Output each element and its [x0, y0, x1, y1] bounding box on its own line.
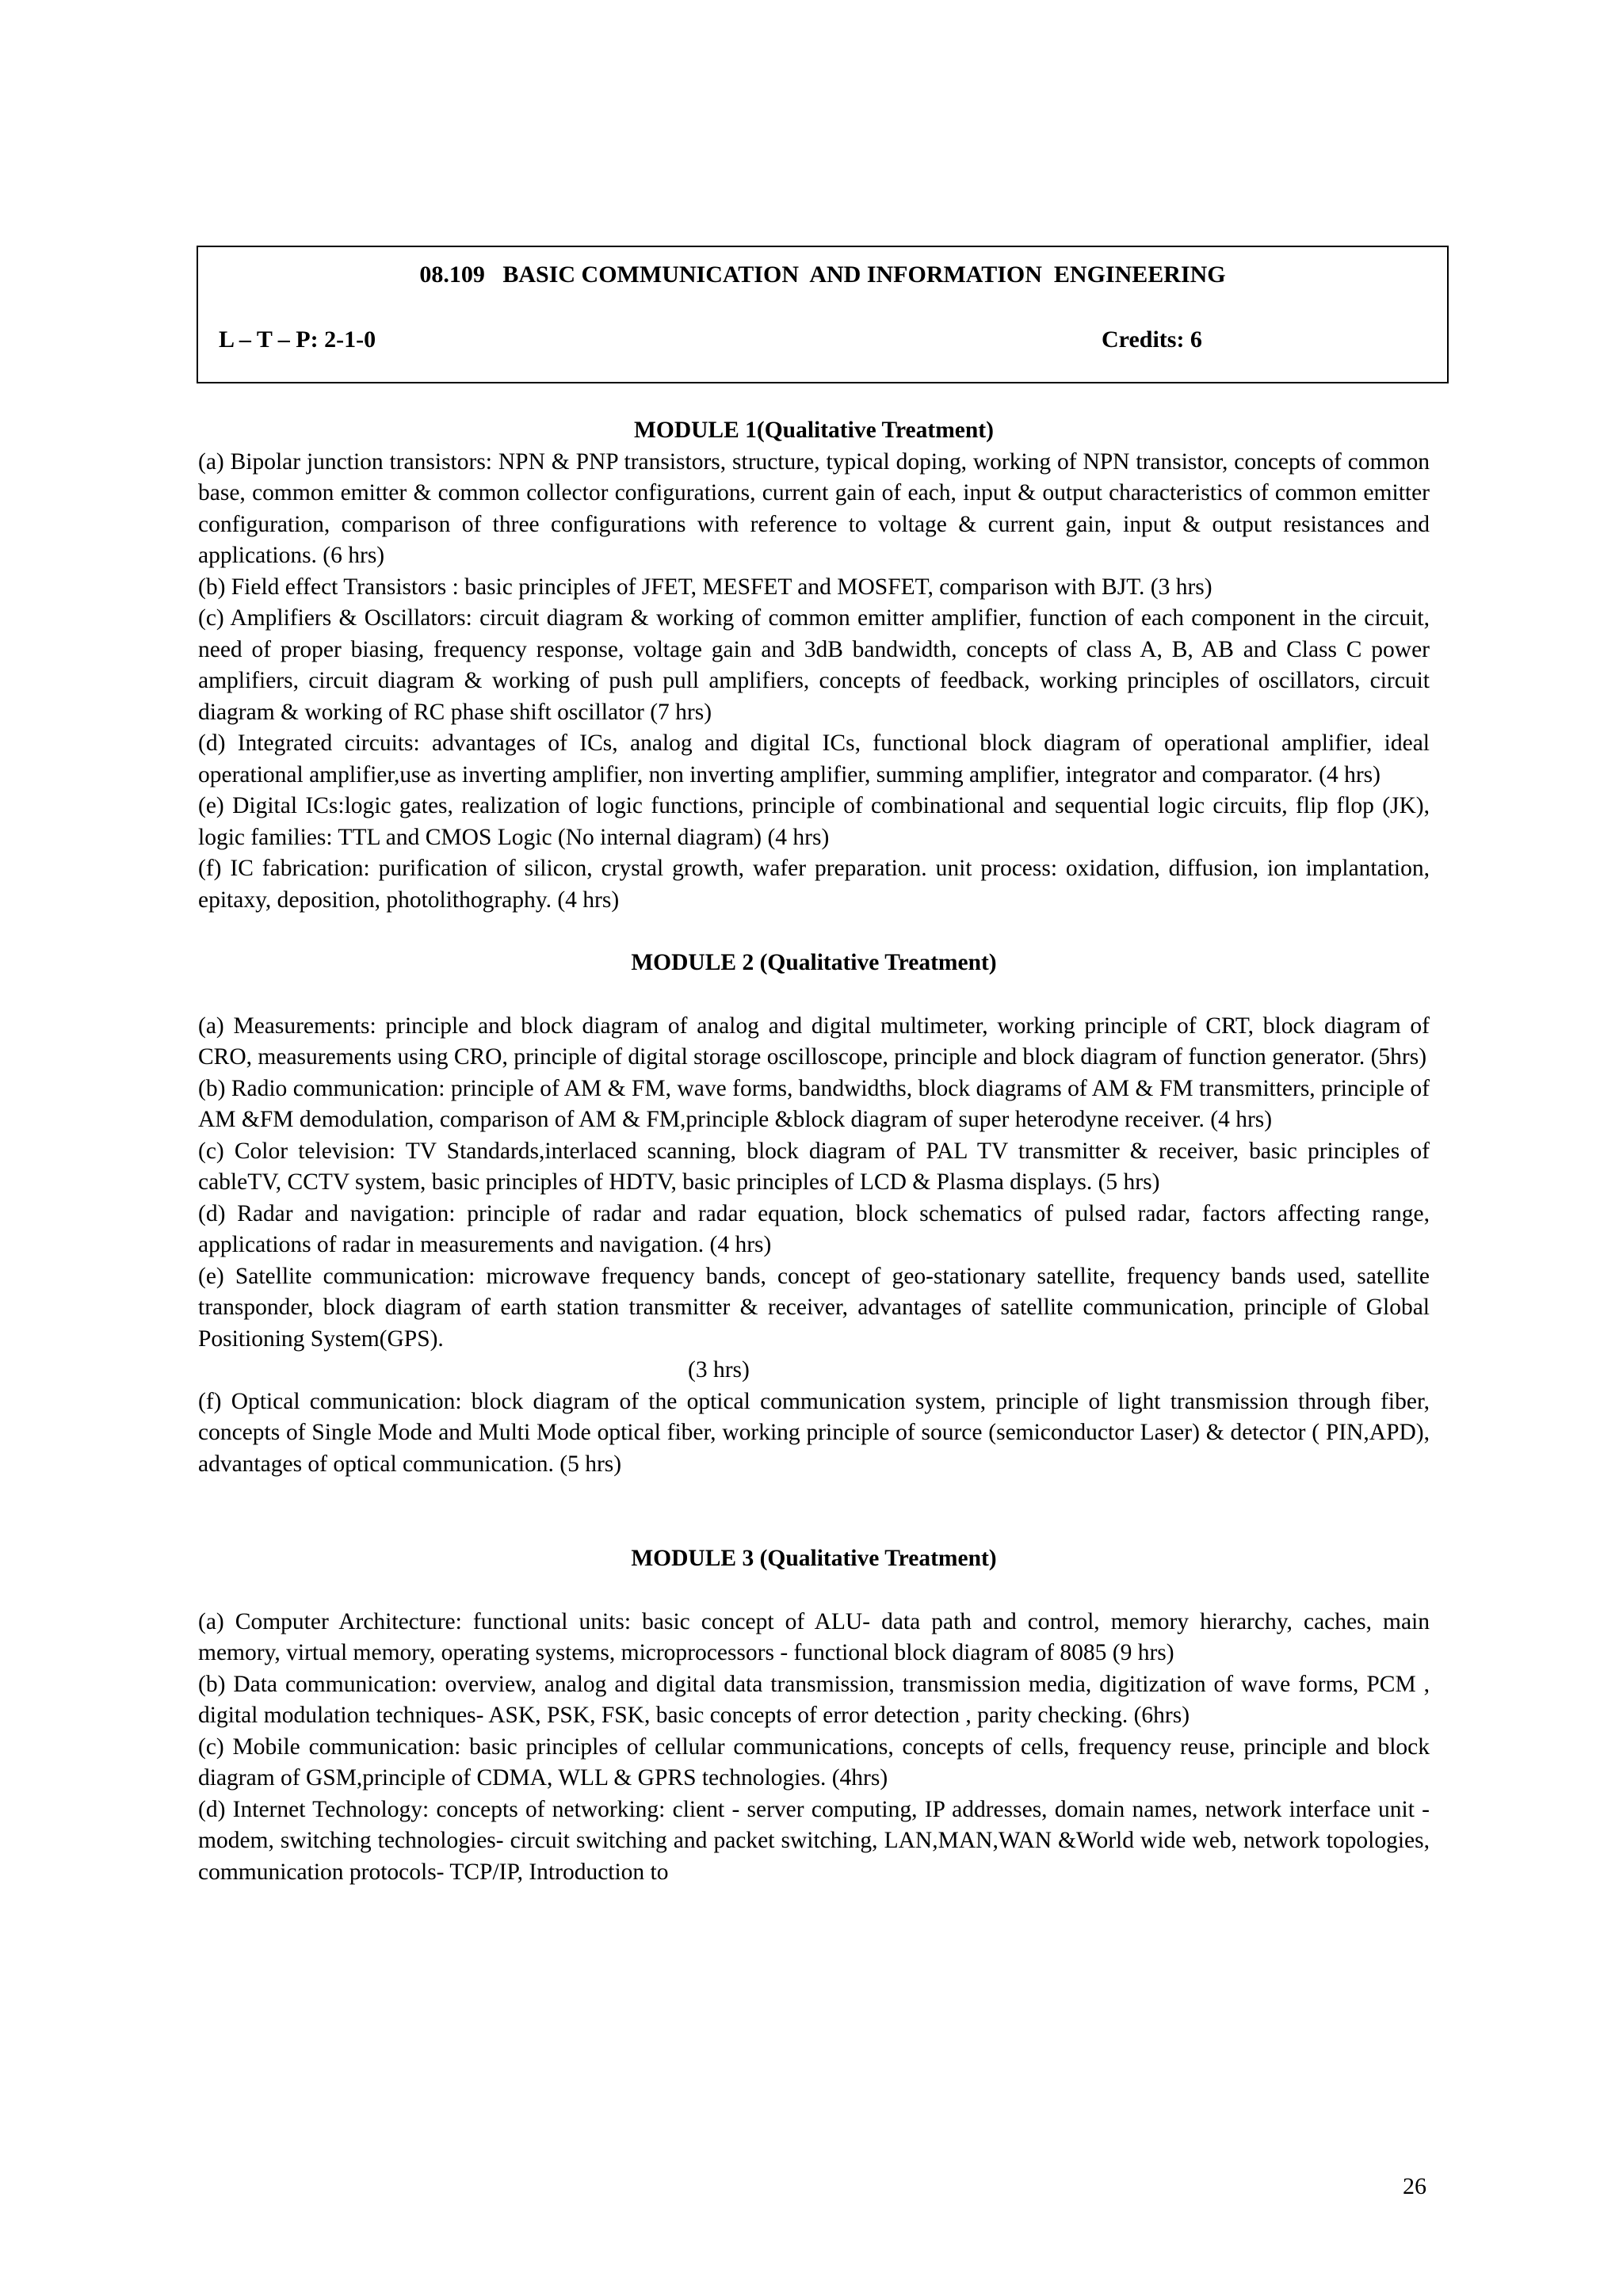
topic-paragraph: (b) Data communication: overview, analog and digital data transmission, transmission media, digitization of wave forms, PCM , digital modulation techniques- ASK, PSK, FSK, basic concepts of error detection , parity checking. (6hrs) — [198, 1671, 1430, 1728]
module-heading: MODULE 3 (Qualitative Treatment) — [631, 1546, 997, 1571]
topic-paragraph: (e) Satellite communication: microwave frequency bands, concept of geo-stationary satellite, frequency bands used, satellite transponder, block diagram of earth station transmitter & receiver, advantages of satellite communication, principle of Global Positioning System(GPS). — [198, 1263, 1430, 1352]
ltp-label: L – T – P: 2-1-0 — [219, 326, 376, 353]
topic-paragraph: (a) Measurements: principle and block diagram of analog and digital multimeter, working principle of CRT, block diagram of CRO, measurements using CRO, principle of digital storage oscilloscope, principle and block diagram of function generator. (5hrs) — [198, 1013, 1430, 1070]
hours-label: (3 hrs) — [688, 1357, 750, 1383]
page-number: 26 — [1403, 2173, 1426, 2199]
topic-paragraph: (e) Digital ICs:logic gates, realization of logic functions, principle of combinational and sequential logic circuits, flip flop (JK), logic families: TTL and CMOS Logic (No internal diagram) (4 hrs) — [198, 793, 1430, 850]
syllabus-content — [198, 415, 1430, 1888]
course-header-box — [197, 246, 1449, 383]
topic-paragraph: (c) Mobile communication: basic principles of cellular communications, concepts of cells, frequency reuse, principle and block diagram of GSM,principle of CDMA, WLL & GPRS technologies. (4hrs) — [198, 1733, 1430, 1791]
credits-label: Credits: 6 — [1102, 326, 1202, 353]
topic-paragraph: (d) Integrated circuits: advantages of ICs, analog and digital ICs, functional block diagram of operational amplifier, ideal operational amplifier,use as inverting amplifier, non inverting amplifier, summing amplifier, integrator and comparator. (4 hrs) — [198, 730, 1430, 788]
module-heading: MODULE 1(Qualitative Treatment) — [634, 418, 994, 443]
module-1 — [198, 415, 1430, 916]
topic-paragraph: (f) IC fabrication: purification of silicon, crystal growth, wafer preparation. unit process: oxidation, diffusion, ion implantation, epitaxy, deposition, photolithography. (4 hrs) — [198, 856, 1430, 913]
module-heading: MODULE 2 (Qualitative Treatment) — [631, 950, 997, 975]
module-3 — [198, 1543, 1430, 1888]
course-title: 08.109 BASIC COMMUNICATION AND INFORMATION ENGINEERING — [419, 261, 1226, 288]
topic-paragraph: (d) Internet Technology: concepts of networking: client - server computing, IP addresses, domain names, network interface unit - modem, switching technologies- circuit switching and packet switching, LAN,MAN,WAN &World wide web, network topologies, communication protocols- TCP/IP, Introduction to — [198, 1796, 1430, 1885]
topic-paragraph: (f) Optical communication: block diagram of the optical communication system, principle of light transmission through fiber, concepts of Single Mode and Multi Mode optical fiber, working principle of source (semiconductor Laser) & detector ( PIN,APD), advantages of optical communication. (5 hrs) — [198, 1388, 1430, 1477]
topic-paragraph: (b) Field effect Transistors : basic principles of JFET, MESFET and MOSFET, comparison with BJT. (3 hrs) — [198, 574, 1212, 600]
module-2 — [198, 948, 1430, 1480]
topic-paragraph: (a) Bipolar junction transistors: NPN & PNP transistors, structure, typical doping, working of NPN transistor, concepts of common base, common emitter & common collector configurations, current gain of each, input & output characteristics of common emitter configuration, comparison of three configurations with reference to voltage & current gain, input & output resistances and applications. (6 hrs) — [198, 448, 1430, 568]
topic-paragraph: (a) Computer Architecture: functional units: basic concept of ALU- data path and control, memory hierarchy, caches, main memory, virtual memory, operating systems, microprocessors - functional block diagram of 8085 (9 hrs) — [198, 1608, 1430, 1665]
topic-paragraph: (c) Amplifiers & Oscillators: circuit diagram & working of common emitter amplifier, function of each component in the circuit, need of proper biasing, frequency response, voltage gain and 3dB bandwidth, concepts of class A, B, AB and Class C power amplifiers, circuit diagram & working of push pull amplifiers, concepts of feedback, working principles of oscillators, circuit diagram & working of RC phase shift oscillator (7 hrs) — [198, 605, 1430, 725]
topic-paragraph: (c) Color television: TV Standards,interlaced scanning, block diagram of PAL TV transmitter & receiver, basic principles of cableTV, CCTV system, basic principles of HDTV, basic principles of LCD & Plasma displays. (5 hrs) — [198, 1138, 1430, 1195]
topic-paragraph: (b) Radio communication: principle of AM & FM, wave forms, bandwidths, block diagrams of AM & FM transmitters, principle of AM &FM demodulation, comparison of AM & FM,principle &block diagram of super heterodyne receiver. (4 hrs) — [198, 1075, 1430, 1132]
topic-paragraph: (d) Radar and navigation: principle of radar and radar equation, block schematics of pulsed radar, factors affecting range, applications of radar in measurements and navigation. (4 hrs) — [198, 1200, 1430, 1257]
